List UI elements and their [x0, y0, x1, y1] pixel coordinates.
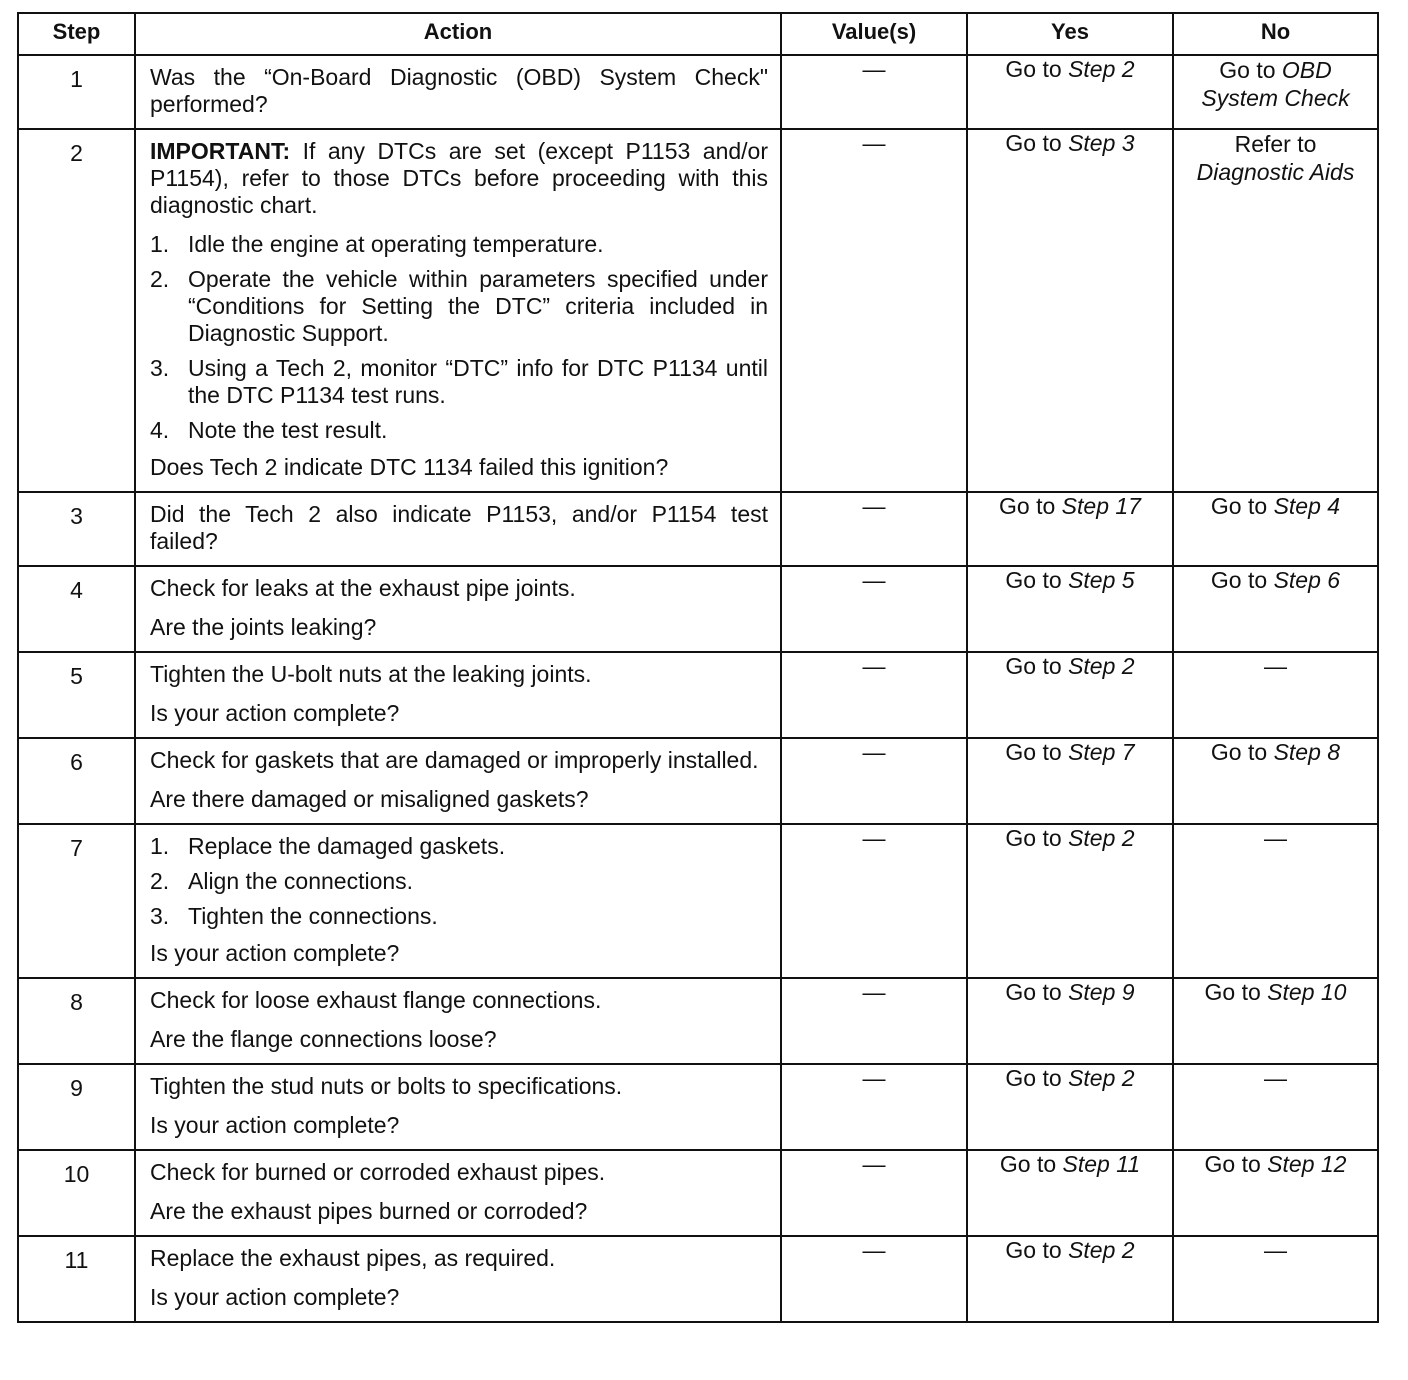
value-cell: — — [781, 566, 967, 652]
goto-prefix: Go to — [1210, 739, 1268, 765]
action-cell — [135, 129, 781, 492]
goto-target: Step 12 — [1267, 1151, 1347, 1177]
step-number: 4 — [18, 566, 135, 652]
header-row — [18, 13, 1378, 55]
value-cell: — — [781, 1064, 967, 1150]
value-cell: — — [781, 738, 967, 824]
step-index: 2. — [150, 266, 170, 292]
action-step — [150, 266, 768, 347]
goto-prefix: Go to — [1204, 1151, 1261, 1177]
goto-prefix: Go to — [1005, 979, 1062, 1005]
no-cell — [1173, 492, 1378, 566]
goto-target: Step 2 — [1068, 1237, 1135, 1263]
goto-prefix: Go to — [1005, 825, 1062, 851]
yes-cell — [967, 824, 1173, 978]
goto-target: Diagnostic Aids — [1196, 159, 1355, 185]
goto-prefix: Go to — [1005, 1237, 1062, 1263]
action-question: Is your action complete? — [150, 940, 400, 966]
step-index: 1. — [150, 833, 170, 859]
table-row — [18, 1236, 1378, 1322]
yes-cell — [967, 652, 1173, 738]
header-no: No — [1173, 13, 1378, 55]
goto-prefix: Go to — [1005, 739, 1062, 765]
action-cell — [135, 492, 781, 566]
yes-cell — [967, 978, 1173, 1064]
yes-cell — [967, 1236, 1173, 1322]
action-step — [150, 868, 768, 895]
table-row — [18, 824, 1378, 978]
step-index: 3. — [150, 355, 170, 381]
goto-prefix: Go to — [1210, 493, 1268, 519]
step-text: Operate the vehicle within parameters specified under “Conditions for Setting the DTC” criteria included in Diagnostic Support. — [188, 266, 768, 346]
no-cell — [1173, 1150, 1378, 1236]
goto-target: Step 5 — [1068, 567, 1135, 593]
action-text: Replace the exhaust pipes, as required. — [150, 1245, 556, 1271]
step-text: Tighten the connections. — [188, 903, 438, 929]
value-cell: — — [781, 1236, 967, 1322]
step-number: 2 — [18, 129, 135, 492]
goto-prefix: Go to — [1005, 653, 1062, 679]
value-cell: — — [781, 978, 967, 1064]
value-cell: — — [781, 492, 967, 566]
no-cell — [1173, 566, 1378, 652]
step-index: 2. — [150, 868, 170, 894]
value-cell: — — [781, 1150, 967, 1236]
important-note — [150, 138, 768, 219]
table-row — [18, 978, 1378, 1064]
action-cell — [135, 652, 781, 738]
value-cell: — — [781, 55, 967, 129]
goto-prefix: Refer to — [1234, 131, 1317, 157]
action-text: Are the flange connections loose? — [150, 1026, 497, 1052]
action-cell — [135, 566, 781, 652]
header-action: Action — [135, 13, 781, 55]
action-step — [150, 355, 768, 409]
action-step — [150, 231, 768, 258]
goto-prefix: Go to — [1210, 567, 1268, 593]
step-index: 4. — [150, 417, 170, 443]
no-cell — [1173, 55, 1378, 129]
no-cell — [1173, 978, 1378, 1064]
goto-target: Step 4 — [1273, 493, 1341, 519]
goto-target: Step 17 — [1061, 493, 1141, 519]
action-cell — [135, 978, 781, 1064]
step-number: 7 — [18, 824, 135, 978]
step-number: 3 — [18, 492, 135, 566]
step-index: 3. — [150, 903, 170, 929]
value-cell: — — [781, 129, 967, 492]
no-cell: — — [1173, 652, 1378, 738]
action-text: Did the Tech 2 also indicate P1153, and/or P1154 test failed? — [150, 501, 768, 554]
step-number: 11 — [18, 1236, 135, 1322]
action-text: Check for loose exhaust flange connections. — [150, 987, 602, 1013]
no-cell: — — [1173, 824, 1378, 978]
step-text: Using a Tech 2, monitor “DTC” info for DTC P1134 until the DTC P1134 test runs. — [188, 355, 768, 408]
step-number: 10 — [18, 1150, 135, 1236]
goto-prefix: Go to — [1219, 57, 1276, 83]
step-number: 5 — [18, 652, 135, 738]
step-number: 8 — [18, 978, 135, 1064]
step-text: Note the test result. — [188, 417, 388, 443]
yes-cell — [967, 129, 1173, 492]
important-label: IMPORTANT: — [150, 138, 291, 164]
important-text: If any DTCs are set (except P1153 and/or P1154), refer to those DTCs before proceeding with this diagnostic chart. — [150, 138, 768, 218]
no-cell: — — [1173, 1236, 1378, 1322]
action-text: Is your action complete? — [150, 1112, 400, 1138]
goto-target: Step 2 — [1068, 56, 1135, 82]
step-text: Align the connections. — [188, 868, 414, 894]
no-cell — [1173, 738, 1378, 824]
table-row — [18, 566, 1378, 652]
action-text: Check for gaskets that are damaged or improperly installed. — [150, 747, 759, 773]
header-step: Step — [18, 13, 135, 55]
header-yes: Yes — [967, 13, 1173, 55]
goto-target: Step 2 — [1068, 1065, 1135, 1091]
step-number: 1 — [18, 55, 135, 129]
yes-cell — [967, 1064, 1173, 1150]
table-row — [18, 492, 1378, 566]
action-text: Are the exhaust pipes burned or corroded? — [150, 1198, 588, 1224]
table-row — [18, 1064, 1378, 1150]
yes-cell — [967, 566, 1173, 652]
action-text: Are there damaged or misaligned gaskets? — [150, 786, 589, 812]
step-number: 6 — [18, 738, 135, 824]
step-text: Idle the engine at operating temperature. — [188, 231, 604, 257]
action-cell — [135, 1064, 781, 1150]
goto-prefix: Go to — [1005, 1065, 1062, 1091]
action-cell — [135, 55, 781, 129]
goto-prefix: Go to — [1005, 56, 1062, 82]
goto-target: Step 2 — [1068, 825, 1135, 851]
action-cell — [135, 824, 781, 978]
action-cell — [135, 1236, 781, 1322]
goto-target: Step 10 — [1267, 979, 1347, 1005]
action-question: Does Tech 2 indicate DTC 1134 failed this ignition? — [150, 454, 669, 480]
step-index: 1. — [150, 231, 170, 257]
step-number: 9 — [18, 1064, 135, 1150]
value-cell: — — [781, 824, 967, 978]
action-text: Is your action complete? — [150, 1284, 400, 1310]
yes-cell — [967, 738, 1173, 824]
goto-prefix: Go to — [1204, 979, 1261, 1005]
goto-target: Step 3 — [1068, 130, 1135, 156]
goto-target: Step 8 — [1273, 739, 1341, 765]
table-row — [18, 1150, 1378, 1236]
action-text: Check for burned or corroded exhaust pipes. — [150, 1159, 606, 1185]
action-step — [150, 833, 768, 860]
yes-cell — [967, 55, 1173, 129]
goto-target: Step 11 — [1062, 1151, 1141, 1177]
action-step — [150, 417, 768, 444]
goto-target: Step 7 — [1068, 739, 1135, 765]
goto-prefix: Go to — [999, 493, 1056, 519]
diagnostic-chart — [17, 12, 1379, 1323]
goto-target: Step 6 — [1273, 567, 1341, 593]
action-text: Are the joints leaking? — [150, 614, 377, 640]
action-cell — [135, 738, 781, 824]
goto-target: Step 9 — [1068, 979, 1135, 1005]
header-values: Value(s) — [781, 13, 967, 55]
action-text: Is your action complete? — [150, 700, 400, 726]
action-cell — [135, 1150, 781, 1236]
table-row — [18, 738, 1378, 824]
action-step — [150, 903, 768, 930]
table-row — [18, 129, 1378, 492]
action-text: Was the “On-Board Diagnostic (OBD) System Check" performed? — [150, 64, 768, 117]
value-cell: — — [781, 652, 967, 738]
goto-prefix: Go to — [1005, 567, 1062, 593]
no-cell — [1173, 129, 1378, 492]
action-steps — [150, 231, 768, 444]
action-steps — [150, 833, 768, 930]
goto-prefix: Go to — [1005, 130, 1062, 156]
action-text: Check for leaks at the exhaust pipe joints. — [150, 575, 576, 601]
goto-prefix: Go to — [999, 1151, 1057, 1177]
yes-cell — [967, 492, 1173, 566]
no-cell: — — [1173, 1064, 1378, 1150]
goto-target: OBD System Check — [1201, 57, 1350, 111]
goto-target: Step 2 — [1068, 653, 1135, 679]
step-text: Replace the damaged gaskets. — [188, 833, 506, 859]
action-text: Tighten the stud nuts or bolts to specifications. — [150, 1073, 623, 1099]
table-row — [18, 652, 1378, 738]
yes-cell — [967, 1150, 1173, 1236]
table-row — [18, 55, 1378, 129]
action-text: Tighten the U-bolt nuts at the leaking joints. — [150, 661, 592, 687]
